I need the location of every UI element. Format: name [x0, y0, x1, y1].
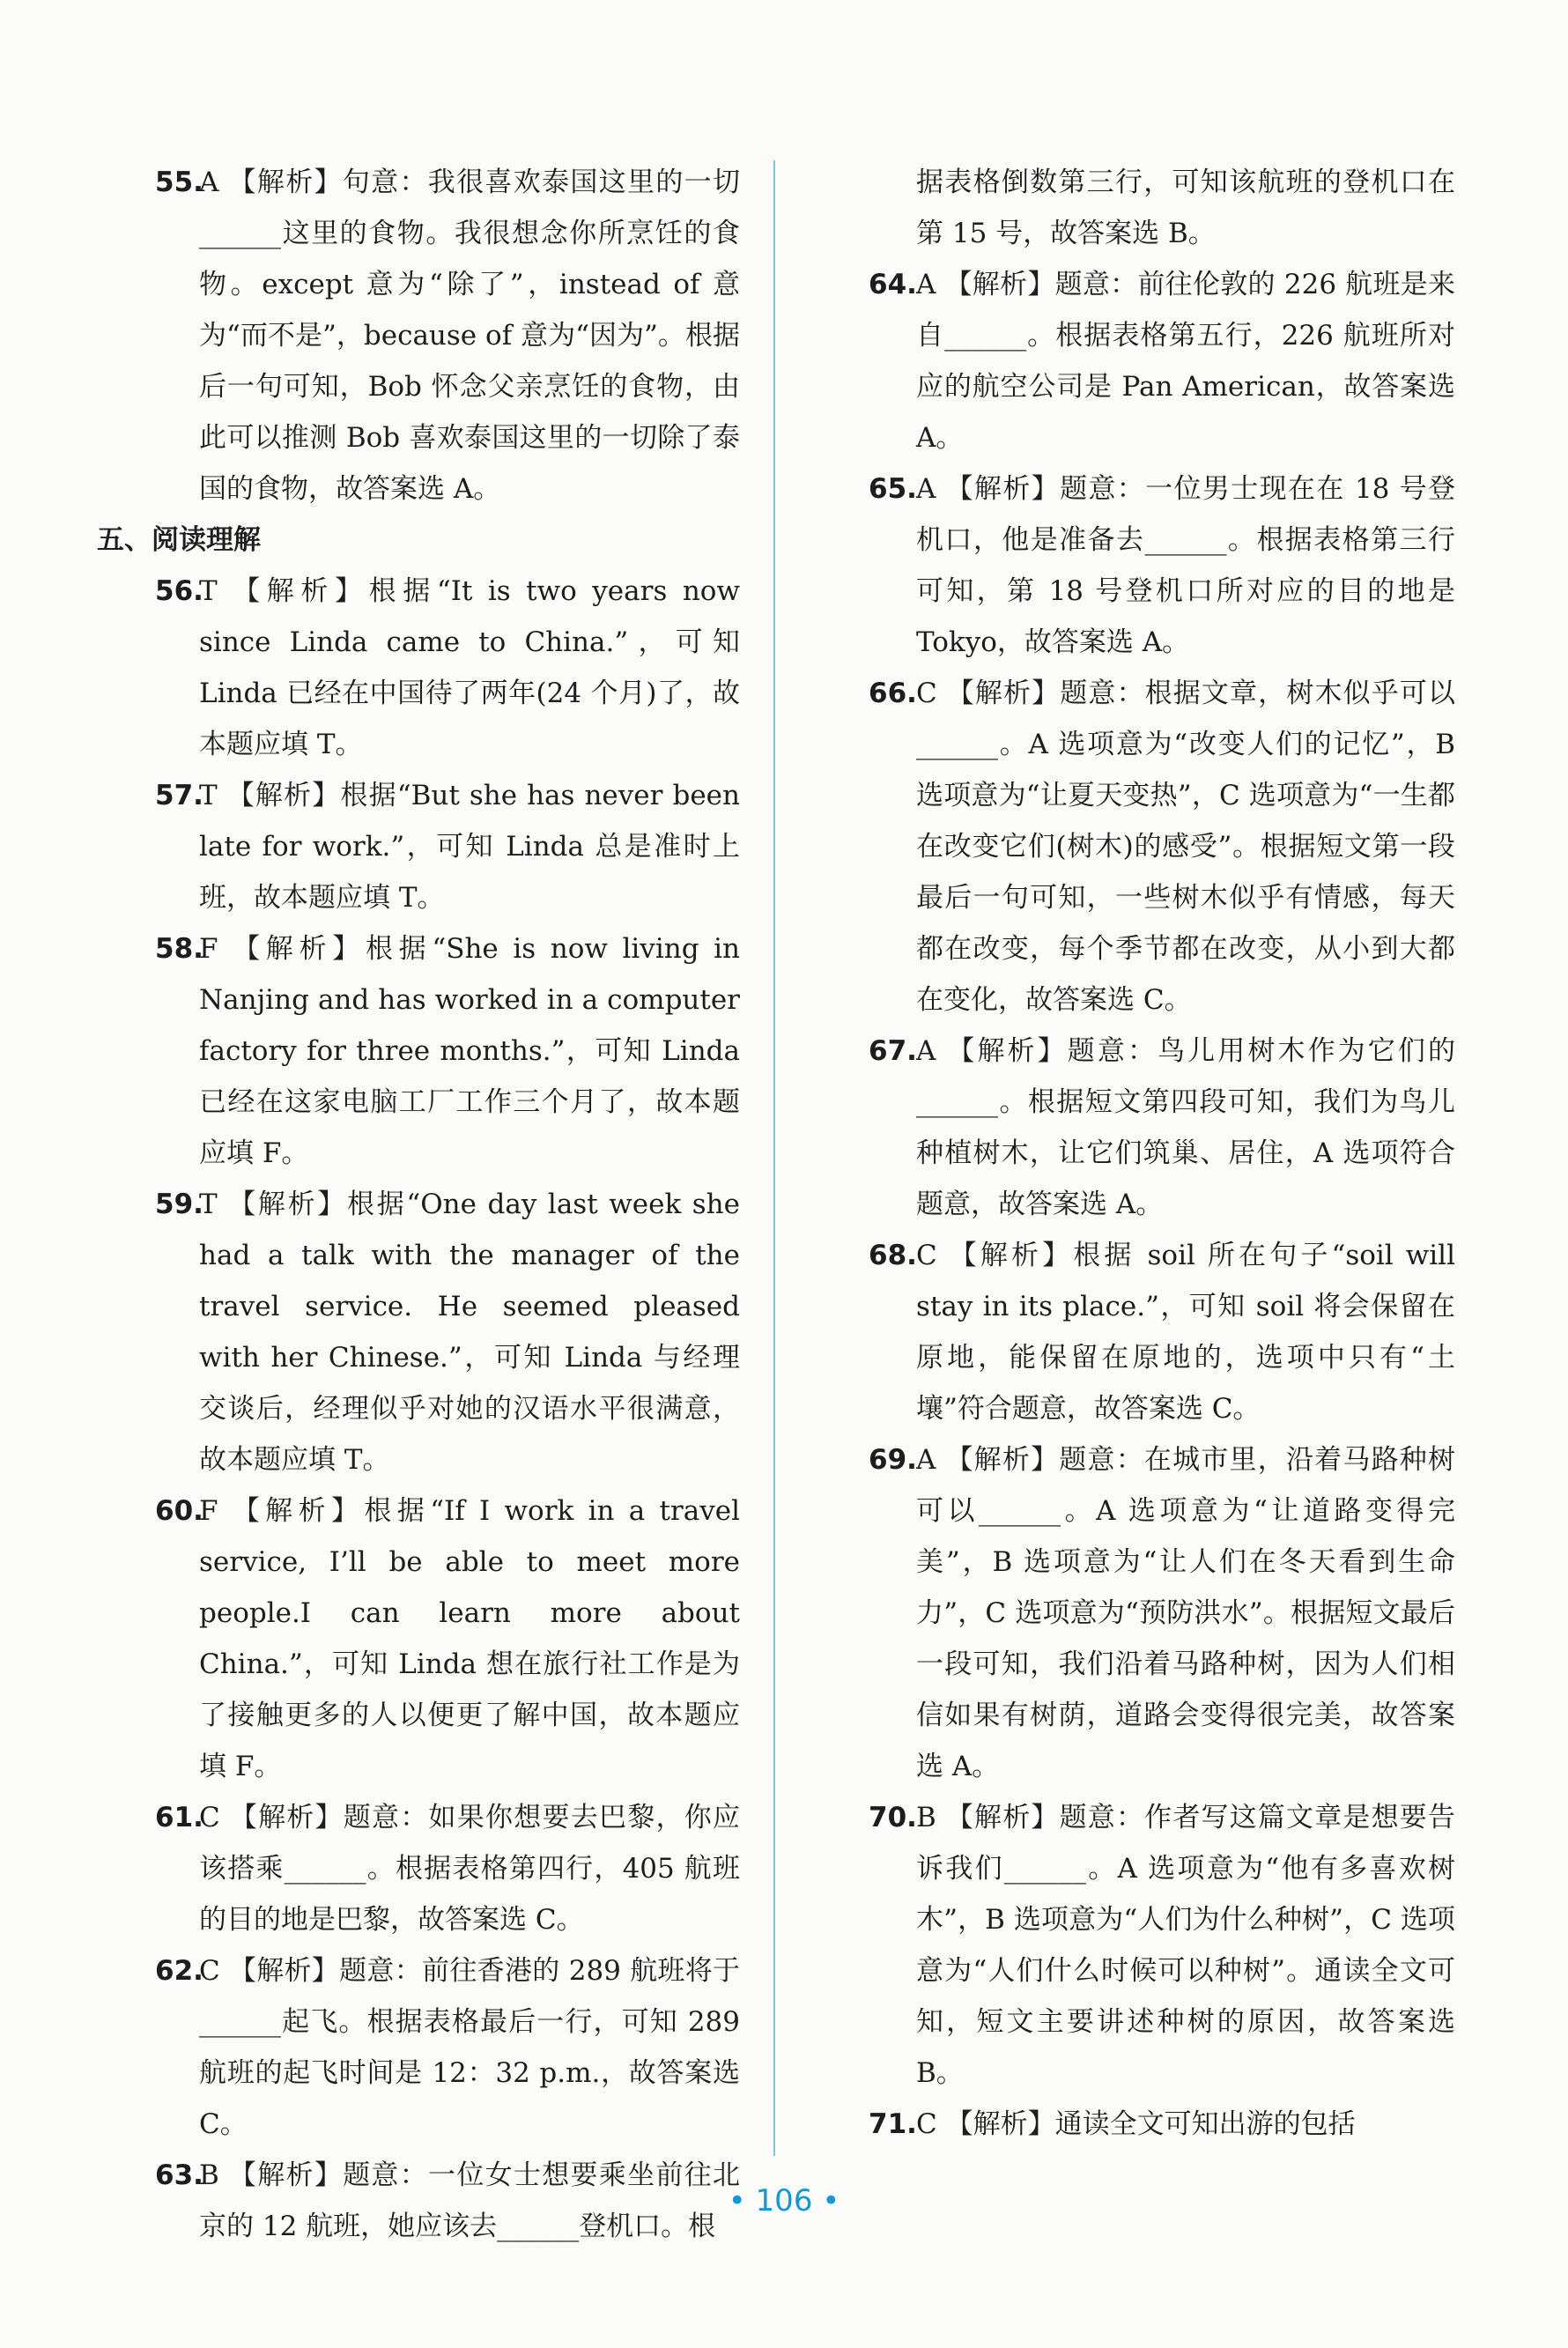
answer-number: 70. — [869, 1802, 917, 1833]
answer-number: 69. — [869, 1444, 917, 1476]
answer-text: C 【解析】根据 soil 所在句子“soil will stay in its place.”，可知 soil 将会保留在原地，能保留在原地的，选项中只有“土壤”符合题意，故答案选 C。 — [916, 1240, 1455, 1425]
answer-text: T 【解析】根据“But she has never been late for work.”，可知 Linda 总是准时上班，故本题应填 T。 — [199, 780, 740, 914]
answer-text: F 【解析】根据“She is now living in Nanjing and has worked in a computer factory for three months.”，可知 Linda 已经在这家电脑工厂工作三个月了，故本题应填 F。 — [199, 933, 740, 1169]
answer-text: A 【解析】题意：前往伦敦的 226 航班是来自______。根据表格第五行，226 航班所对应的航空公司是 Pan American，故答案选 A。 — [916, 269, 1455, 454]
answer-text: B 【解析】题意：一位女士想要乘坐前往北京的 12 航班，她应该去______登机口。根 — [199, 2159, 740, 2242]
answer-number: 59. — [155, 1189, 203, 1220]
answer-number: 60. — [155, 1495, 203, 1527]
answer-item-69 — [869, 1434, 1455, 1792]
answer-text: C 【解析】通读全文可知出游的包括 — [916, 2108, 1356, 2140]
answer-text: B 【解析】题意：作者写这篇文章是想要告诉我们______。A 选项意为“他有多喜欢树木”，B 选项意为“人们为什么种树”，C 选项意为“人们什么时候可以种树”。通读全文可知，短文主要讲述种树的原因，故答案选 B。 — [916, 1802, 1455, 2089]
answer-number: 71. — [869, 2108, 917, 2140]
answer-text: T 【解析】根据“It is two years now since Linda came to China.”，可知 Linda 已经在中国待了两年(24 个月)了，故本题应填 T。 — [199, 575, 740, 760]
answer-item-70 — [869, 1792, 1455, 2099]
answer-text: T 【解析】根据“One day last week she had a talk with the manager of the travel service. He seemed pleased with her Chinese.”，可知 Linda 与经理交谈后，经理似乎对她的汉语水平很满意，故本题应填 T。 — [199, 1189, 740, 1476]
answer-number: 64. — [869, 269, 917, 300]
right-column — [869, 157, 1455, 2150]
answer-item-71 — [869, 2099, 1455, 2150]
answer-number: 56. — [155, 575, 203, 607]
column-divider — [773, 160, 775, 2156]
left-column — [97, 157, 740, 2252]
answer-number: 61. — [155, 1802, 203, 1833]
answer-text: C 【解析】题意：如果你想要去巴黎，你应该搭乘______。根据表格第四行，405 航班的目的地是巴黎，故答案选 C。 — [199, 1802, 740, 1936]
section-title: 五、阅读理解 — [97, 524, 261, 556]
answer-text: C 【解析】题意：前往香港的 289 航班将于______起飞。根据表格最后一行，可知 289 航班的起飞时间是 12：32 p.m.，故答案选 C。 — [199, 1955, 740, 2140]
answer-item-60 — [97, 1485, 740, 1792]
answer-text: A 【解析】题意：一位男士现在在 18 号登机口，他是准备去______。根据表格第三行可知，第 18 号登机口所对应的目的地是 Tokyo，故答案选 A。 — [916, 473, 1455, 658]
answer-item-68 — [869, 1230, 1455, 1434]
answer-item-58 — [97, 923, 740, 1179]
answer-text: F 【解析】根据“If I work in a travel service, I’ll be able to meet more people.I can learn more about China.”，可知 Linda 想在旅行社工作是为了接触更多的人以便更了解中国，故本题应填 F。 — [199, 1495, 740, 1782]
answer-item-67 — [869, 1026, 1455, 1230]
answer-item-56 — [97, 566, 740, 770]
answer-item-65 — [869, 463, 1455, 668]
answer-number: 58. — [155, 933, 203, 965]
answer-number: 63. — [155, 2159, 203, 2191]
answer-number: 65. — [869, 473, 917, 505]
answer-text: A 【解析】句意：我很喜欢泰国这里的一切______这里的食物。我很想念你所烹饪的食物。except 意为“除了”，instead of 意为“而不是”，because of 意为“因为”。根据后一句可知，Bob 怀念父亲烹饪的食物，由此可以推测 Bob 喜欢泰国这里的一切除了泰国的食物，故答案选 A。 — [199, 167, 740, 505]
answer-number: 62. — [155, 1955, 203, 1987]
answer-item-62 — [97, 1945, 740, 2150]
answer-item-57 — [97, 770, 740, 923]
answer-item-61 — [97, 1792, 740, 1945]
answer-number: 68. — [869, 1240, 917, 1271]
answer-number: 57. — [155, 780, 203, 811]
answer-text: C 【解析】题意：根据文章，树木似乎可以______。A 选项意为“改变人们的记忆”，B 选项意为“让夏天变热”，C 选项意为“一生都在改变它们(树木)的感受”。根据短文第一段最后一句可知，一些树木似乎有情感，每天都在改变，每个季节都在改变，从小到大都在变化，故答案选 C。 — [916, 678, 1455, 1016]
answer-text: A 【解析】题意：在城市里，沿着马路种树可以______。A 选项意为“让道路变得完美”，B 选项意为“让人们在冬天看到生命力”，C 选项意为“预防洪水”。根据短文最后一段可知，我们沿着马路种树，因为人们相信如果有树荫，道路会变得很完美，故答案选 A。 — [916, 1444, 1455, 1782]
answer-item-66 — [869, 668, 1455, 1026]
answer-item-55 — [97, 157, 740, 515]
answer-number: 67. — [869, 1035, 917, 1067]
answer-item-64 — [869, 259, 1455, 463]
answer-number: 55. — [155, 167, 203, 198]
answer-continuation-63: 据表格倒数第三行，可知该航班的登机口在第 15 号，故答案选 B。 — [916, 167, 1455, 249]
answer-number: 66. — [869, 678, 917, 709]
page-number: • 106 • — [728, 2183, 840, 2218]
answer-item-59 — [97, 1179, 740, 1485]
answer-text: A 【解析】题意：鸟儿用树木作为它们的______。根据短文第四段可知，我们为鸟儿种植树木，让它们筑巢、居住，A 选项符合题意，故答案选 A。 — [916, 1035, 1455, 1220]
